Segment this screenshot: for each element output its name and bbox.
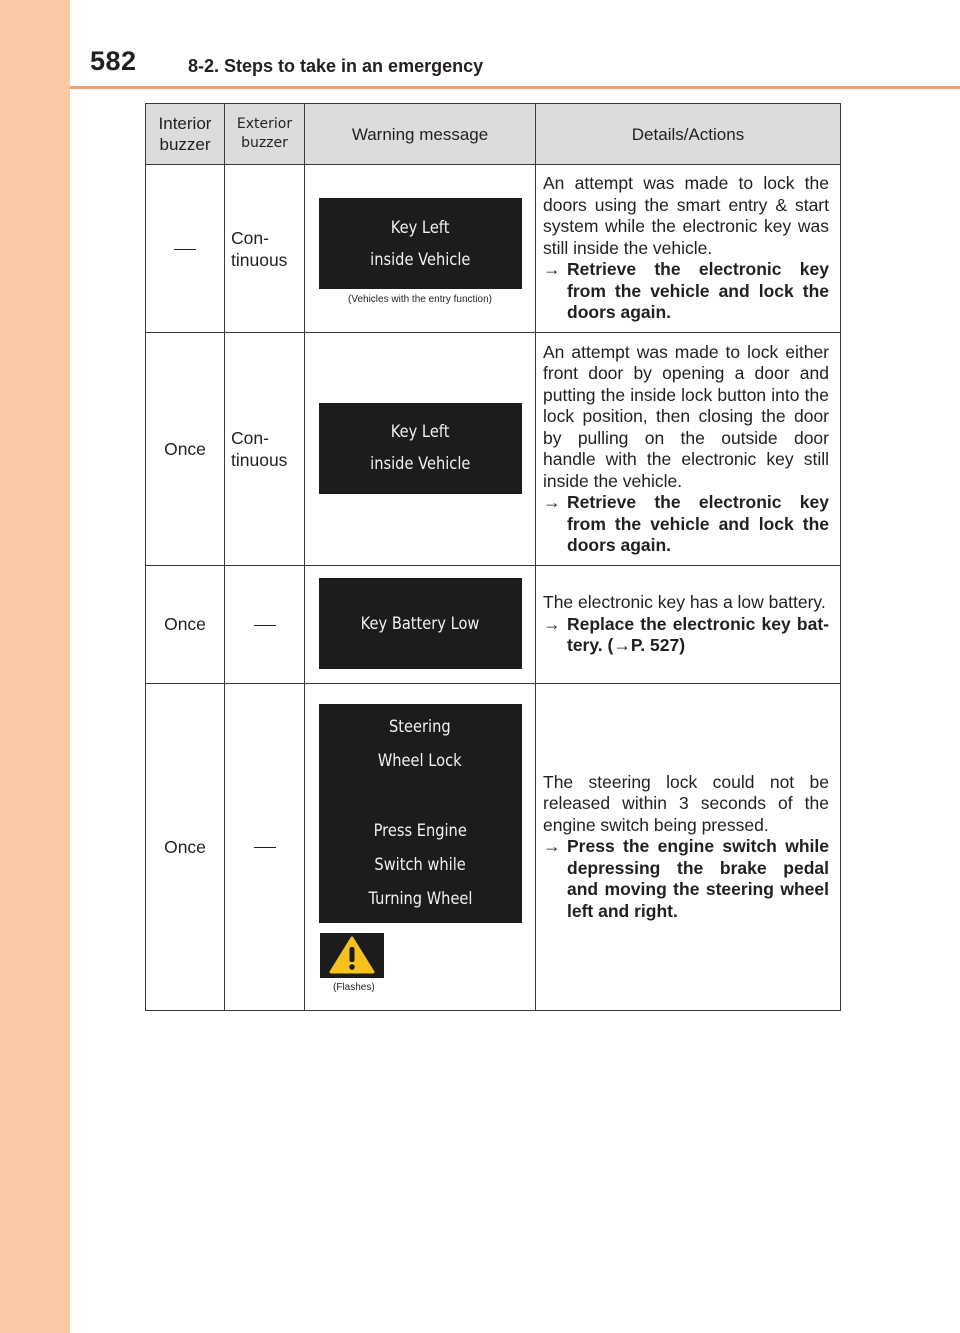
action-item [543,492,829,557]
action-item [543,836,829,922]
table-header-row [146,104,841,165]
exterior-buzzer-cell [225,165,305,333]
detail-text: The electronic key has a low battery. [543,592,826,613]
interior-buzzer-cell [146,165,225,333]
header-warning-message: Warning message [305,104,536,165]
detail-text: An attempt was made to lock either front door by opening a door and putting the inside lock button into the lock position, then closing the door by pulling on the outside door handle with the electronic key still inside the vehicle. [543,341,829,491]
action-text: Replace the electronic key bat-tery. (→P. 527) [567,613,829,656]
none-dash [254,847,276,848]
action-text: Retrieve the electronic key from the vehicle and lock the doors again. [567,259,829,323]
details-cell [536,684,841,1011]
arrow-icon: → [543,259,561,280]
display-line: Steering [389,717,451,737]
arrow-icon: → [543,492,561,512]
none-dash [174,249,196,250]
side-color-band [0,0,70,1333]
none-dash [254,625,276,626]
arrow-icon: → [543,613,561,634]
detail-text: The steering lock could not be released within 3 seconds of the engine switch being pressed. [543,771,829,835]
warning-display [319,403,522,494]
display-line: Switch while [374,855,466,875]
warning-message-cell [305,165,536,333]
display-line: Turning Wheel [367,889,473,909]
header-details-actions: Details/Actions [536,104,841,165]
table-row [146,684,841,1011]
action-item [543,614,829,657]
action-item [543,259,829,324]
header-exterior-buzzer: Exterior buzzer [225,104,305,165]
warning-display [319,198,522,289]
table-row [146,566,841,684]
interior-buzzer-cell: Once [146,566,225,684]
warning-message-cell [305,333,536,566]
exterior-buzzer-text: Con- tinuous [231,227,288,270]
master-warning-indicator [320,933,384,978]
display-line: Wheel Lock [378,751,462,771]
display-line: inside Vehicle [369,249,471,270]
display-line: Key Left [390,217,450,238]
display-line: Press Engine [373,821,467,841]
warning-table [145,103,841,1011]
header-rule [70,86,960,89]
arrow-icon: → [543,836,561,857]
warning-message-cell [305,684,536,1011]
display-caption: (Vehicles with the entry function) [348,294,492,305]
display-line: inside Vehicle [369,454,471,474]
header-interior-buzzer: Interior buzzer [146,104,225,165]
section-title: 8-2. Steps to take in an emergency [188,56,484,76]
details-cell [536,333,841,566]
interior-buzzer-cell: Once [146,333,225,566]
table-row [146,165,841,333]
warning-display [319,704,522,923]
display-line: Key Left [390,422,450,442]
exterior-buzzer-cell [225,566,305,684]
table-row [146,333,841,566]
details-cell [536,165,841,333]
detail-text: An attempt was made to lock the doors using the smart entry & start system while the electronic key was still inside the vehicle. [543,173,829,258]
details-cell [536,566,841,684]
display-line: Key Battery Low [360,613,480,634]
page-number: 582 [90,46,137,76]
exterior-buzzer-cell [225,333,305,566]
warning-message-cell [305,566,536,684]
exterior-buzzer-cell [225,684,305,1011]
action-text: Press the engine switch while depressing the brake pedal and moving the steering wheel left and right. [567,836,829,921]
exterior-buzzer-text: Con- tinuous [231,428,288,470]
warning-display [319,578,522,669]
interior-buzzer-cell: Once [146,684,225,1011]
warning-triangle-icon [329,936,375,974]
indicator-caption: (Flashes) [333,981,375,993]
action-text: Retrieve the electronic key from the vehicle and lock the doors again. [567,492,829,555]
